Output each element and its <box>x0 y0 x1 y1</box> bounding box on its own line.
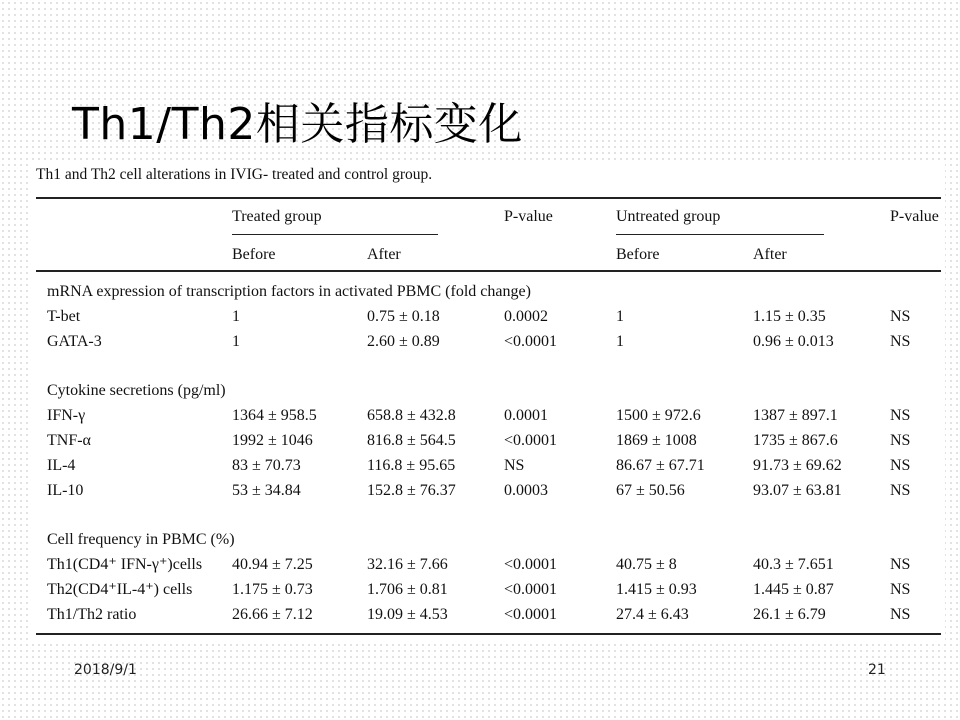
cell-untreated-before: 27.4 ± 6.43 <box>616 606 689 623</box>
cell-p-value-2: NS <box>890 308 911 325</box>
cell-untreated-before: 1869 ± 1008 <box>616 432 697 449</box>
cell-p-value-1: 0.0003 <box>504 482 548 499</box>
slide-date: 2018/9/1 <box>74 662 137 678</box>
cell-treated-before: 1364 ± 958.5 <box>232 407 317 424</box>
table-panel <box>30 160 945 642</box>
cell-treated-after: 658.8 ± 432.8 <box>367 407 456 424</box>
cell-untreated-after: 0.96 ± 0.013 <box>753 333 834 350</box>
cell-p-value-1: 0.0002 <box>504 308 548 325</box>
cell-treated-before: 53 ± 34.84 <box>232 482 301 499</box>
cell-p-value-1: <0.0001 <box>504 556 558 573</box>
cell-treated-before: 1.175 ± 0.73 <box>232 581 313 598</box>
cell-p-value-2: NS <box>890 457 911 474</box>
cell-p-value-2: NS <box>890 606 911 623</box>
cell-p-value-1: NS <box>504 457 525 474</box>
cell-untreated-after: 26.1 ± 6.79 <box>753 606 826 623</box>
cell-untreated-before: 86.67 ± 67.71 <box>616 457 705 474</box>
cell-untreated-after: 1.445 ± 0.87 <box>753 581 834 598</box>
cell-p-value-2: NS <box>890 556 911 573</box>
cell-p-value-1: <0.0001 <box>504 581 558 598</box>
cell-p-value-1: <0.0001 <box>504 432 558 449</box>
cell-untreated-before: 1.415 ± 0.93 <box>616 581 697 598</box>
header-p-value-1: P-value <box>504 208 553 225</box>
header-p-value-2: P-value <box>890 208 939 225</box>
section-title-cytokine: Cytokine secretions (pg/ml) <box>47 382 226 399</box>
row-label: IFN-γ <box>47 407 86 424</box>
cell-p-value-2: NS <box>890 482 911 499</box>
row-label: TNF-α <box>47 432 91 449</box>
cell-treated-before: 1 <box>232 308 240 325</box>
cell-untreated-before: 67 ± 50.56 <box>616 482 685 499</box>
treated-group-underline <box>232 234 438 235</box>
table-caption: Th1 and Th2 cell alterations in IVIG- treated and control group. <box>36 166 433 183</box>
section-title-mrna: mRNA expression of transcription factors in activated PBMC (fold change) <box>47 283 531 300</box>
cell-untreated-before: 1500 ± 972.6 <box>616 407 701 424</box>
cell-treated-after: 19.09 ± 4.53 <box>367 606 448 623</box>
cell-treated-after: 116.8 ± 95.65 <box>367 457 456 474</box>
cell-treated-after: 152.8 ± 76.37 <box>367 482 456 499</box>
row-label: IL-10 <box>47 482 84 499</box>
cell-untreated-after: 40.3 ± 7.651 <box>753 556 834 573</box>
cell-untreated-after: 1.15 ± 0.35 <box>753 308 826 325</box>
cell-treated-before: 83 ± 70.73 <box>232 457 301 474</box>
cell-treated-after: 1.706 ± 0.81 <box>367 581 448 598</box>
cell-p-value-1: 0.0001 <box>504 407 548 424</box>
cell-treated-after: 32.16 ± 7.66 <box>367 556 448 573</box>
bottom-rule <box>36 633 941 635</box>
cell-treated-before: 40.94 ± 7.25 <box>232 556 313 573</box>
header-untreated-before: Before <box>616 246 660 263</box>
slide-title: Th1/Th2相关指标变化 <box>72 99 523 150</box>
cell-p-value-2: NS <box>890 407 911 424</box>
slide-page-number: 21 <box>868 662 886 678</box>
header-treated-group: Treated group <box>232 208 322 225</box>
row-label: GATA-3 <box>47 333 102 350</box>
header-untreated-after: After <box>753 246 787 263</box>
row-label: T-bet <box>47 308 81 325</box>
header-untreated-group: Untreated group <box>616 208 721 225</box>
row-label: Th2(CD4⁺IL-4⁺) cells <box>47 581 193 598</box>
cell-treated-before: 1992 ± 1046 <box>232 432 313 449</box>
cell-p-value-1: <0.0001 <box>504 606 558 623</box>
top-rule <box>36 197 941 199</box>
cell-treated-before: 26.66 ± 7.12 <box>232 606 313 623</box>
cell-untreated-before: 40.75 ± 8 <box>616 556 677 573</box>
cell-untreated-before: 1 <box>616 333 624 350</box>
section-title-cell-frequency: Cell frequency in PBMC (%) <box>47 531 235 548</box>
untreated-group-underline <box>616 234 824 235</box>
cell-untreated-after: 1735 ± 867.6 <box>753 432 838 449</box>
cell-untreated-before: 1 <box>616 308 624 325</box>
cell-treated-before: 1 <box>232 333 240 350</box>
row-label: IL-4 <box>47 457 76 474</box>
cell-untreated-after: 91.73 ± 69.62 <box>753 457 842 474</box>
cell-p-value-2: NS <box>890 581 911 598</box>
header-treated-after: After <box>367 246 401 263</box>
cell-p-value-2: NS <box>890 432 911 449</box>
row-label: Th1(CD4⁺ IFN-γ⁺)cells <box>47 556 203 573</box>
cell-p-value-2: NS <box>890 333 911 350</box>
cell-treated-after: 0.75 ± 0.18 <box>367 308 440 325</box>
header-treated-before: Before <box>232 246 276 263</box>
row-label: Th1/Th2 ratio <box>47 606 137 623</box>
cell-p-value-1: <0.0001 <box>504 333 558 350</box>
cell-untreated-after: 93.07 ± 63.81 <box>753 482 842 499</box>
cell-untreated-after: 1387 ± 897.1 <box>753 407 838 424</box>
cell-treated-after: 816.8 ± 564.5 <box>367 432 456 449</box>
cell-treated-after: 2.60 ± 0.89 <box>367 333 440 350</box>
header-rule <box>36 270 941 272</box>
